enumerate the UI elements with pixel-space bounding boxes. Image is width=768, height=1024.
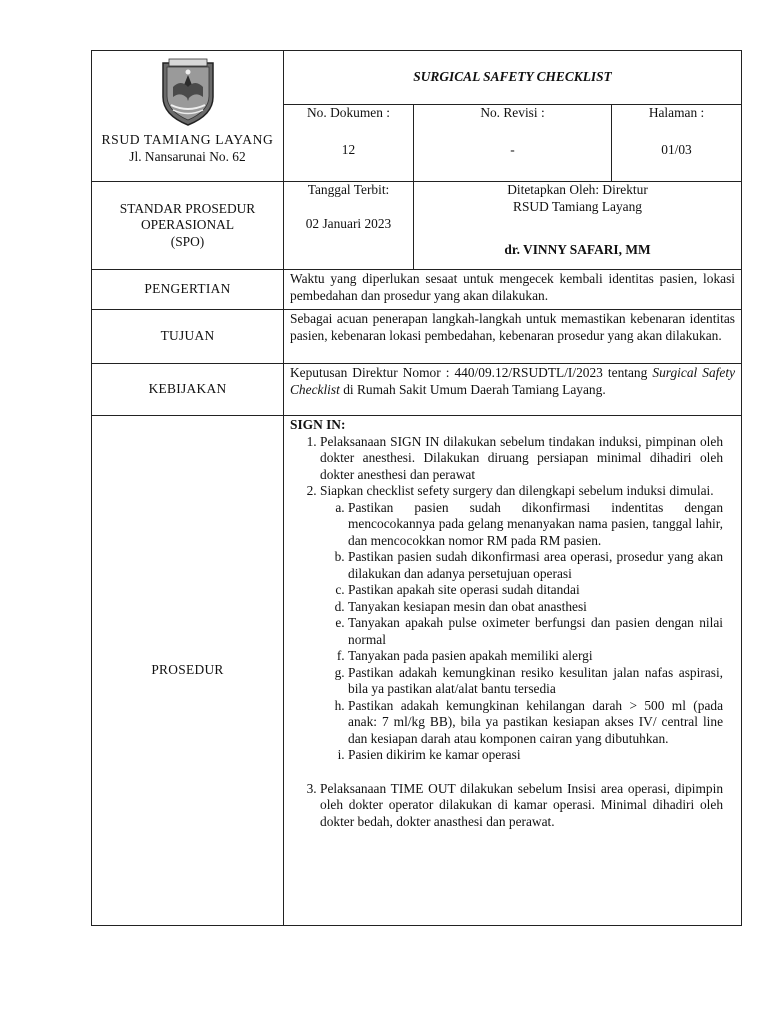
tujuan-label: TUJUAN (92, 310, 284, 364)
substep-d: d. Tanyakan kesiapan mesin dan obat anasthesi (348, 599, 723, 616)
procedure-step-2-text: Siapkan checklist sefety surgery dan dilengkapi sebelum induksi dimulai. (320, 483, 714, 498)
kebijakan-text-before: Keputusan Direktur Nomor : 440/09.12/RSUDTL/I/2023 tentang (290, 365, 653, 380)
substep-e: e. Tanyakan apakah pulse oximeter berfungsi dan pasien dengan nilai normal (348, 615, 723, 648)
kebijakan-text (284, 364, 742, 416)
doc-number-value: 12 (341, 141, 356, 157)
tujuan-text: Sebagai acuan penerapan langkah-langkah untuk memastikan kebenaran identitas pasien, kebenaran lokasi pembedahan, kebenaran prosedur yang akan dilakukan. (284, 310, 742, 364)
spo-title-line3: (SPO) (170, 233, 205, 249)
hospital-name: RSUD TAMIANG LAYANG (101, 132, 274, 147)
established-by-cell (414, 182, 742, 270)
doc-number-label: No. Dokumen : (307, 105, 390, 120)
hospital-address: Jl. Nansarunai No. 62 (129, 149, 246, 164)
spo-title-line2: OPERASIONAL (141, 217, 234, 233)
revision-cell (414, 105, 612, 182)
substep-b: b. Pastikan pasien sudah dikonfirmasi area operasi, prosedur yang akan dilakukan dan adanya persetujuan operasi (348, 549, 723, 582)
spo-title-line1: STANDAR PROSEDUR (119, 200, 256, 216)
regency-coat-of-arms-icon (159, 57, 217, 127)
pengertian-text: Waktu yang diperlukan sesaat untuk mengecek kembali identitas pasien, lokasi pembedahan dan prosedur yang akan dilakukan. (284, 270, 742, 310)
kebijakan-text-italic: Surgical Safety Checklist (290, 365, 736, 397)
established-by-line2: RSUD Tamiang Layang (513, 198, 642, 214)
prosedur-content (284, 416, 742, 926)
hospital-identity-cell (92, 51, 284, 182)
procedure-steps (290, 434, 723, 831)
page-label: Halaman : (648, 105, 705, 120)
issue-date-cell (284, 182, 414, 270)
procedure-step-3: 3. Pelaksanaan TIME OUT dilakukan sebelum Insisi area operasi, dipimpin oleh dokter operator dilakukan di kamar operasi. Minimal dihadiri oleh dokter bedah, dokter anasthesi dan perawat. (320, 781, 723, 831)
established-by-line1: Ditetapkan Oleh: Direktur (507, 182, 648, 197)
procedure-substeps (320, 500, 723, 764)
substep-c: c. Pastikan apakah site operasi sudah ditandai (348, 582, 723, 599)
revision-value: - (510, 141, 515, 157)
issue-date-value: 02 Januari 2023 (305, 215, 392, 231)
revision-label: No. Revisi : (480, 105, 545, 120)
kebijakan-text-after: di Rumah Sakit Umum Daerah Tamiang Layang. (339, 381, 606, 397)
substep-g: g. Pastikan adakah kemungkinan resiko kesulitan jalan nafas aspirasi, bila ya pastikan alat/alat bantu tersedia (348, 665, 723, 698)
issue-date-label: Tanggal Terbit: (307, 182, 390, 197)
director-name: dr. VINNY SAFARI, MM (504, 242, 651, 257)
page-cell (612, 105, 742, 182)
substep-a: a. Pastikan pasien sudah dikonfirmasi indentitas dengan mencocokannya pada gelang menanyakan nama pasien, tanggal lahir, dan mencocokkan nomor RM pada RM pasien. (348, 500, 723, 550)
substep-i: i. Pasien dikirim ke kamar operasi (348, 747, 723, 764)
substep-h: h. Pastikan adakah kemungkinan kehilangan darah > 500 ml (pada anak: 7 ml/kg BB), bila ya pastikan kesiapan akses IV/ central line dan kesiapan darah atau komponen cairan yang dibutuhkan. (348, 698, 723, 748)
pengertian-label: PENGERTIAN (92, 270, 284, 310)
procedure-step-2 (320, 483, 723, 781)
procedure-step-1: 1. Pelaksanaan SIGN IN dilakukan sebelum tindakan induksi, pimpinan oleh dokter anesthesi. Dilakukan diruang persiapan minimal dihadiri oleh dokter anesthesi dan perawat (320, 434, 723, 484)
spo-table (91, 50, 742, 926)
kebijakan-label: KEBIJAKAN (92, 364, 284, 416)
spo-title-cell (92, 182, 284, 270)
document-title: SURGICAL SAFETY CHECKLIST (284, 51, 742, 105)
sign-in-heading: SIGN IN: (290, 417, 346, 432)
prosedur-label: PROSEDUR (92, 416, 284, 926)
doc-number-cell (284, 105, 414, 182)
substep-f: f. Tanyakan pada pasien apakah memiliki alergi (348, 648, 723, 665)
spo-document (91, 50, 741, 926)
page-value: 01/03 (661, 141, 692, 157)
